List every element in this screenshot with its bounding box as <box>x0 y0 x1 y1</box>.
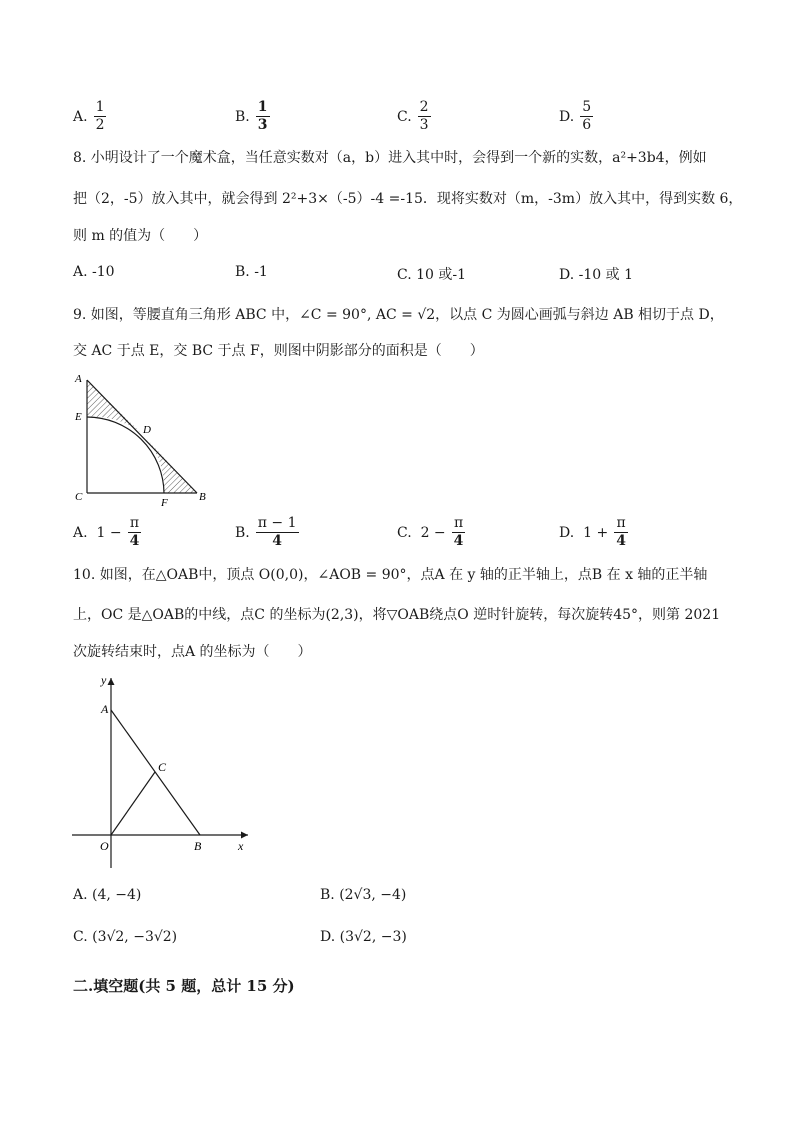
label-y: y <box>101 673 107 687</box>
fraction: $\frac{\pi}{4}$ <box>453 515 464 550</box>
q9-option-d: D. 1 + $\frac{\pi}{4}$ <box>559 515 626 550</box>
label-a: A <box>75 373 82 385</box>
q10-line-2: 上，OC 是△OAB的中线，点C 的坐标为(2,3)，将▽OAB绕点O 逆时针旋转，每次旋转45°，则第 2021 <box>73 607 721 623</box>
q8-option-b: B. -1 <box>235 264 268 280</box>
section-heading: 二.填空题(共 5 题，总计 15 分) <box>73 977 295 995</box>
fraction: $\frac{2}{3}$ <box>419 99 429 134</box>
q10-line-3: 次旋转结束时，点A 的坐标为（ ） <box>73 644 312 660</box>
q8-option-d: D. -10 或 1 <box>559 267 633 283</box>
q8-line-1: 8. 小明设计了一个魔术盒，当任意实数对（a，b）进入其中时，会得到一个新的实数，a²+3b4，例如 <box>73 150 707 166</box>
q9-figure <box>70 370 220 510</box>
q9-option-a: A. 1 − $\frac{\pi}{4}$ <box>73 515 140 550</box>
q10-option-b: B. (2√3, −4) <box>320 887 407 903</box>
label-f: F <box>161 497 168 509</box>
label-e: E <box>75 411 82 423</box>
fraction: $\frac{\pi}{4}$ <box>129 515 140 550</box>
q9-option-c: C. 2 − $\frac{\pi}{4}$ <box>397 515 464 550</box>
q8-option-c: C. 10 或-1 <box>397 267 467 283</box>
q8-option-a: A. -10 <box>73 264 115 280</box>
q7-option-c: C. $\frac{2}{3}$ <box>397 99 429 134</box>
label-x: x <box>238 839 244 853</box>
label-b: B <box>199 491 206 503</box>
fraction: $\frac{\pi}{4}$ <box>616 515 626 550</box>
fraction: $\frac{5}{6}$ <box>582 99 592 134</box>
fraction: $\frac{\pi - 1}{4}$ <box>257 515 297 550</box>
q10-line-1: 10. 如图，在△OAB中，顶点 O(0,0)，∠AOB = 90°，点A 在 y 轴的正半轴上，点B 在 x 轴的正半轴 <box>73 567 708 583</box>
q10-figure <box>70 670 260 870</box>
q10-option-d: D. (3√2, −3) <box>320 929 407 945</box>
fraction: $\frac{1}{2}$ <box>95 99 105 134</box>
q9-line-2: 交 AC 于点 E，交 BC 于点 F，则图中阴影部分的面积是（ ） <box>73 343 484 359</box>
q10-option-a: A. (4, −4) <box>73 887 142 903</box>
q7-option-a: A. $\frac{1}{2}$ <box>73 99 105 134</box>
label-d: D <box>143 424 151 436</box>
q7-option-d: D. $\frac{5}{6}$ <box>559 99 592 134</box>
label-b: B <box>194 839 202 853</box>
arc-ef <box>87 417 164 493</box>
label-c: C <box>158 760 167 774</box>
side-ab <box>87 380 197 493</box>
label-c: C <box>75 491 83 503</box>
q7-option-b: B. $\frac{1}{3}$ <box>235 99 268 134</box>
segment-oc <box>111 772 155 835</box>
q10-option-c: C. (3√2, −3√2) <box>73 929 178 945</box>
label-o: O <box>100 839 109 853</box>
q9-option-b: B. $\frac{\pi - 1}{4}$ <box>235 515 297 550</box>
q9-line-1: 9. 如图，等腰直角三角形 ABC 中，∠C = 90°, AC = √2，以点 C 为圆心画弧与斜边 AB 相切于点 D， <box>73 307 724 323</box>
q8-line-3: 则 m 的值为（ ） <box>73 228 208 244</box>
q8-line-2: 把（2，-5）放入其中，就会得到 2²+3×（-5）-4 =-15．现将实数对（m，-3m）放入其中，得到实数 6， <box>73 191 743 207</box>
fraction: $\frac{1}{3}$ <box>257 99 268 134</box>
label-a: A <box>101 702 109 716</box>
